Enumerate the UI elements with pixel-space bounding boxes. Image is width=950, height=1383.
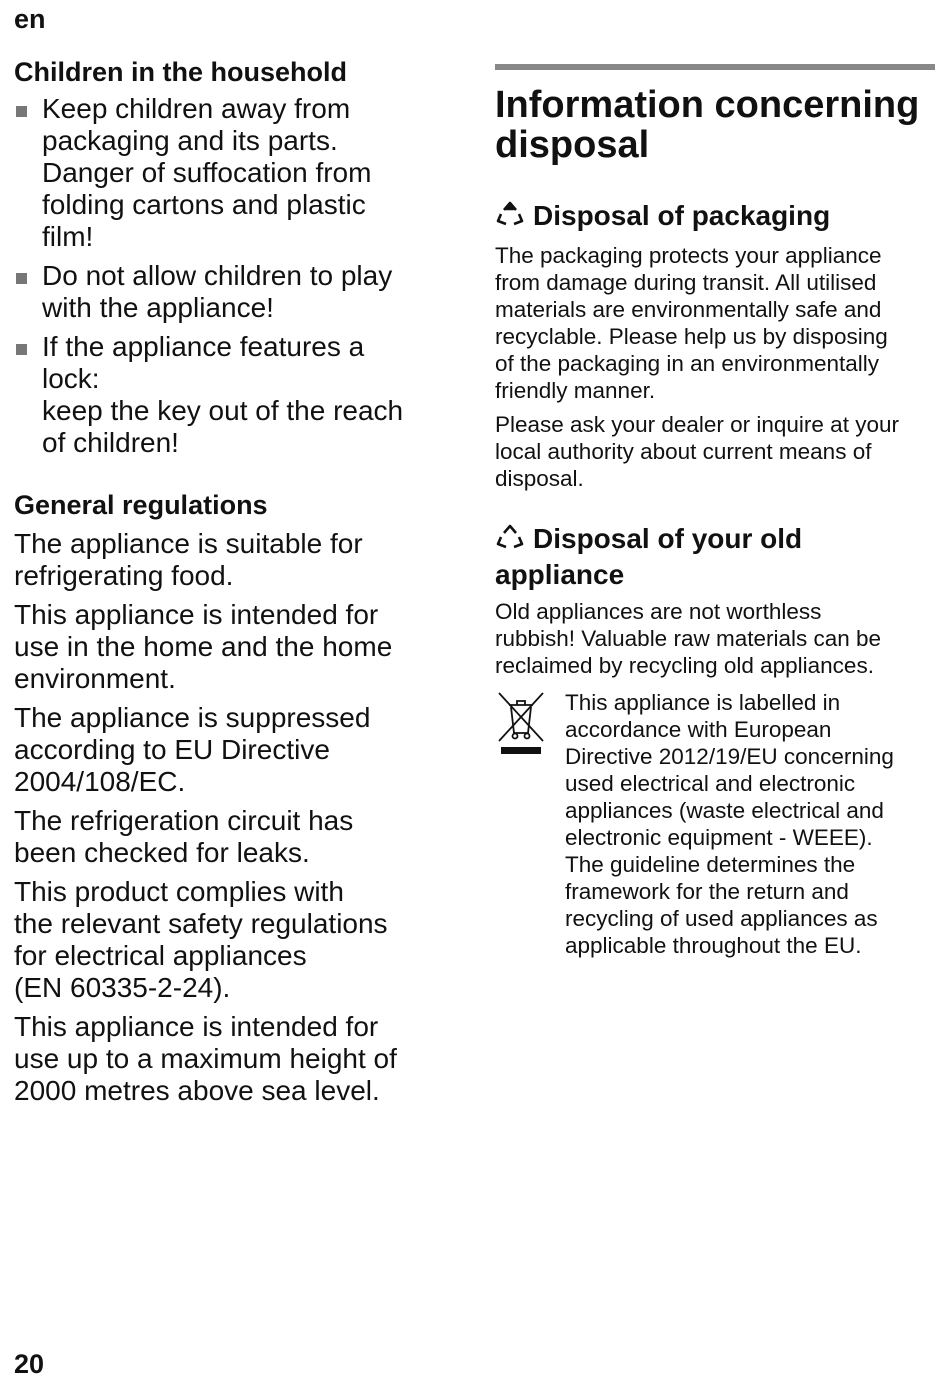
bullet-square-icon (16, 344, 27, 355)
weee-notice (495, 689, 935, 959)
recycle-icon (495, 523, 525, 558)
weee-text: This appliance is labelled in accordance with European Directive 2012/19/EU concerning used electrical and electronic appliances (waste electrical and electronic equipment - WEEE). The guideline determines the framework for the return and recycling of used appliances as applicable throughout the EU. (565, 690, 894, 958)
packaging-heading: Disposal of packaging (495, 199, 935, 235)
old-appliance-section (495, 522, 935, 959)
left-column (14, 56, 444, 1114)
paragraph: The packaging protects your appliance from damage during transit. All utilised materials are environmentally safe and recyclable. Please help us by disposing of the packaging in an environmentally friendly manner. (495, 243, 888, 403)
language-code: en (14, 4, 46, 34)
section-rule (495, 64, 935, 70)
paragraph: The refrigeration circuit has been checked for leaks. (14, 805, 354, 868)
bullet-item: Do not allow children to play with the appliance! (14, 260, 444, 324)
bullet-item: Keep children away from packaging and its parts. Danger of suffocation from folding cartons and plastic film! (14, 93, 444, 253)
page-number: 20 (14, 1349, 45, 1379)
bullet-square-icon (16, 273, 27, 284)
paragraph: Old appliances are not worthless rubbish! Valuable raw materials can be reclaimed by recycling old appliances. (495, 599, 882, 678)
bullet-item: If the appliance features a lock: keep the key out of the reach of children! (14, 331, 444, 459)
paragraph: This appliance is intended for use up to a maximum height of 2000 metres above sea level. (14, 1011, 397, 1106)
paragraph: Please ask your dealer or inquire at your local authority about current means of disposal. (495, 412, 899, 491)
recycle-icon (495, 200, 525, 235)
general-regulations-section (14, 489, 444, 1107)
crossed-bin-icon (495, 689, 547, 764)
paragraph: The appliance is suppressed according to EU Directive 2004/108/EC. (14, 702, 371, 797)
general-heading: General regulations (14, 490, 268, 520)
disposal-title: Information concerning disposal (495, 84, 920, 166)
paragraph: This product complies with the relevant safety regulations for electrical appliances (EN 60335-2-24). (14, 876, 388, 1003)
children-heading: Children in the household (14, 57, 347, 87)
bullet-square-icon (16, 106, 27, 117)
right-column (495, 64, 935, 959)
paragraph: This appliance is intended for use in the home and the home environment. (14, 599, 393, 694)
paragraph: The appliance is suitable for refrigerating food. (14, 528, 363, 591)
children-bullet-list (14, 93, 444, 459)
old-appliance-heading: Disposal of your old appliance (495, 523, 803, 590)
